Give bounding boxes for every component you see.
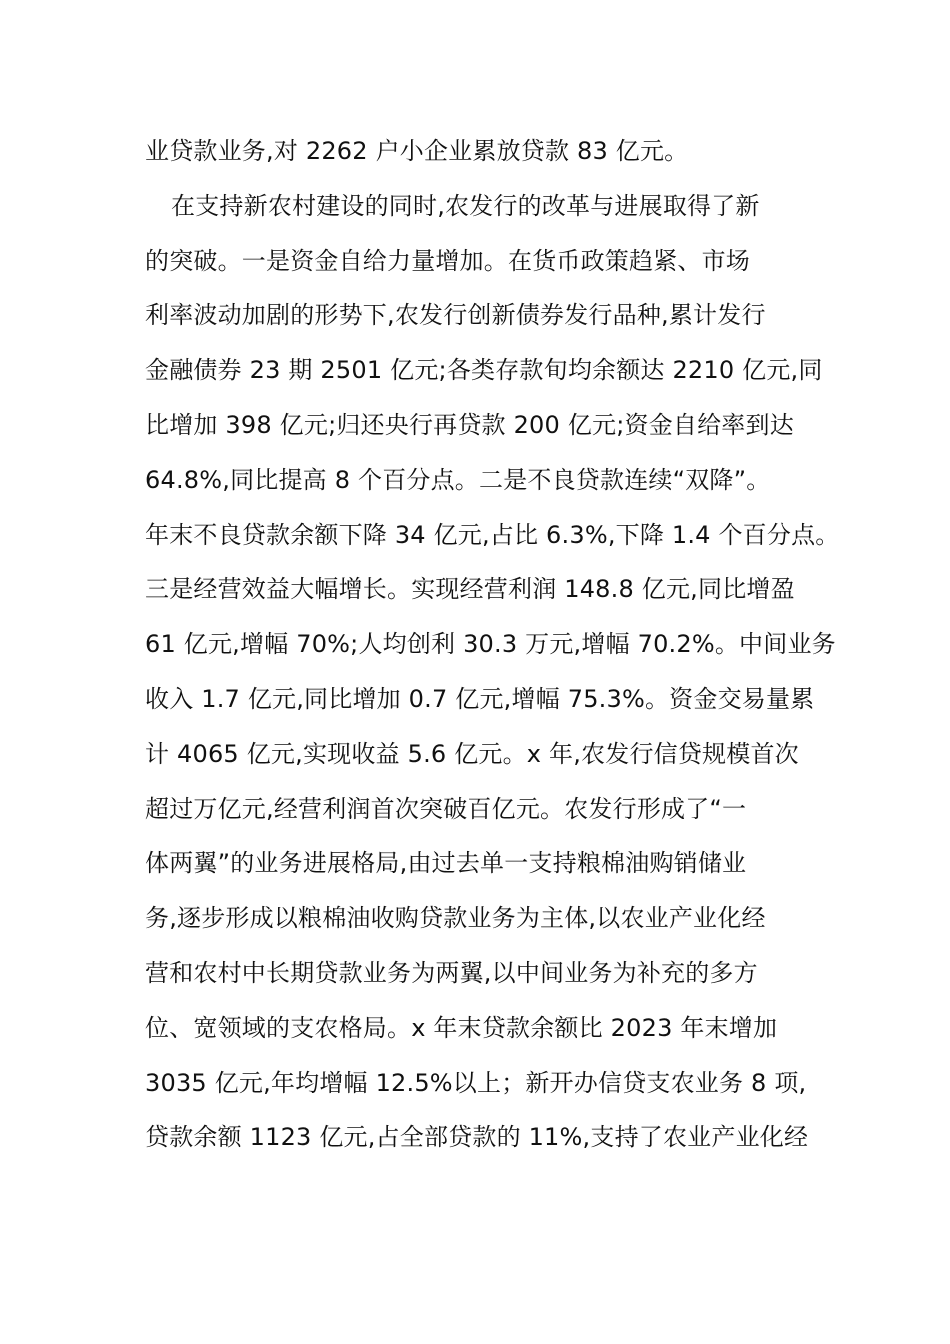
text-line-15: 务,逐步形成以粮棉油收购贷款业务为主体,以农业产业化经 xyxy=(145,904,766,933)
text-line-16: 营和农村中长期贷款业务为两翼,以中间业务为补充的多方 xyxy=(145,958,758,987)
text-line-10: 61 亿元,增幅 70%;人均创利 30.3 万元,增幅 70.2%。中间业务 xyxy=(145,630,836,659)
text-line-8: 年末不良贷款余额下降 34 亿元,占比 6.3%,下降 1.4 个百分点。 xyxy=(145,520,840,549)
text-line-19: 贷款余额 1123 亿元,占全部贷款的 11%,支持了农业产业化经 xyxy=(145,1123,809,1152)
text-line-4: 利率波动加剧的形势下,农发行创新债券发行品种,累计发行 xyxy=(145,301,766,330)
body-text xyxy=(145,124,840,1165)
text-line-14: 体两翼”的业务进展格局,由过去单一支持粮棉油购销储业 xyxy=(145,849,747,878)
text-line-9: 三是经营效益大幅增长。实现经营利润 148.8 亿元,同比增盈 xyxy=(145,575,795,604)
text-line-5: 金融债券 23 期 2501 亿元;各类存款旬均余额达 2210 亿元,同 xyxy=(145,356,823,385)
text-line-7: 64.8%,同比提高 8 个百分点。二是不良贷款连续“双降”。 xyxy=(145,465,771,494)
paragraph-first-line: 在支持新农村建设的同时,农发行的改革与进展取得了新 xyxy=(171,191,760,220)
text-line-3: 的突破。一是资金自给力量增加。在货币政策趋紧、市场 xyxy=(145,246,750,275)
text-line-18: 3035 亿元,年均增幅 12.5%以上；新开办信贷支农业务 8 项, xyxy=(145,1068,807,1097)
text-line-12: 计 4065 亿元,实现收益 5.6 亿元。x 年,农发行信贷规模首次 xyxy=(145,739,799,768)
text-line-1: 业贷款业务,对 2262 户小企业累放贷款 83 亿元。 xyxy=(145,137,689,165)
text-line-11: 收入 1.7 亿元,同比增加 0.7 亿元,增幅 75.3%。资金交易量累 xyxy=(145,684,815,713)
text-line-6: 比增加 398 亿元;归还央行再贷款 200 亿元;资金自给率到达 xyxy=(145,410,794,439)
text-line-17: 位、宽领域的支农格局。x 年末贷款余额比 2023 年末增加 xyxy=(145,1013,778,1042)
text-line-13: 超过万亿元,经营利润首次突破百亿元。农发行形成了“一 xyxy=(145,794,747,823)
